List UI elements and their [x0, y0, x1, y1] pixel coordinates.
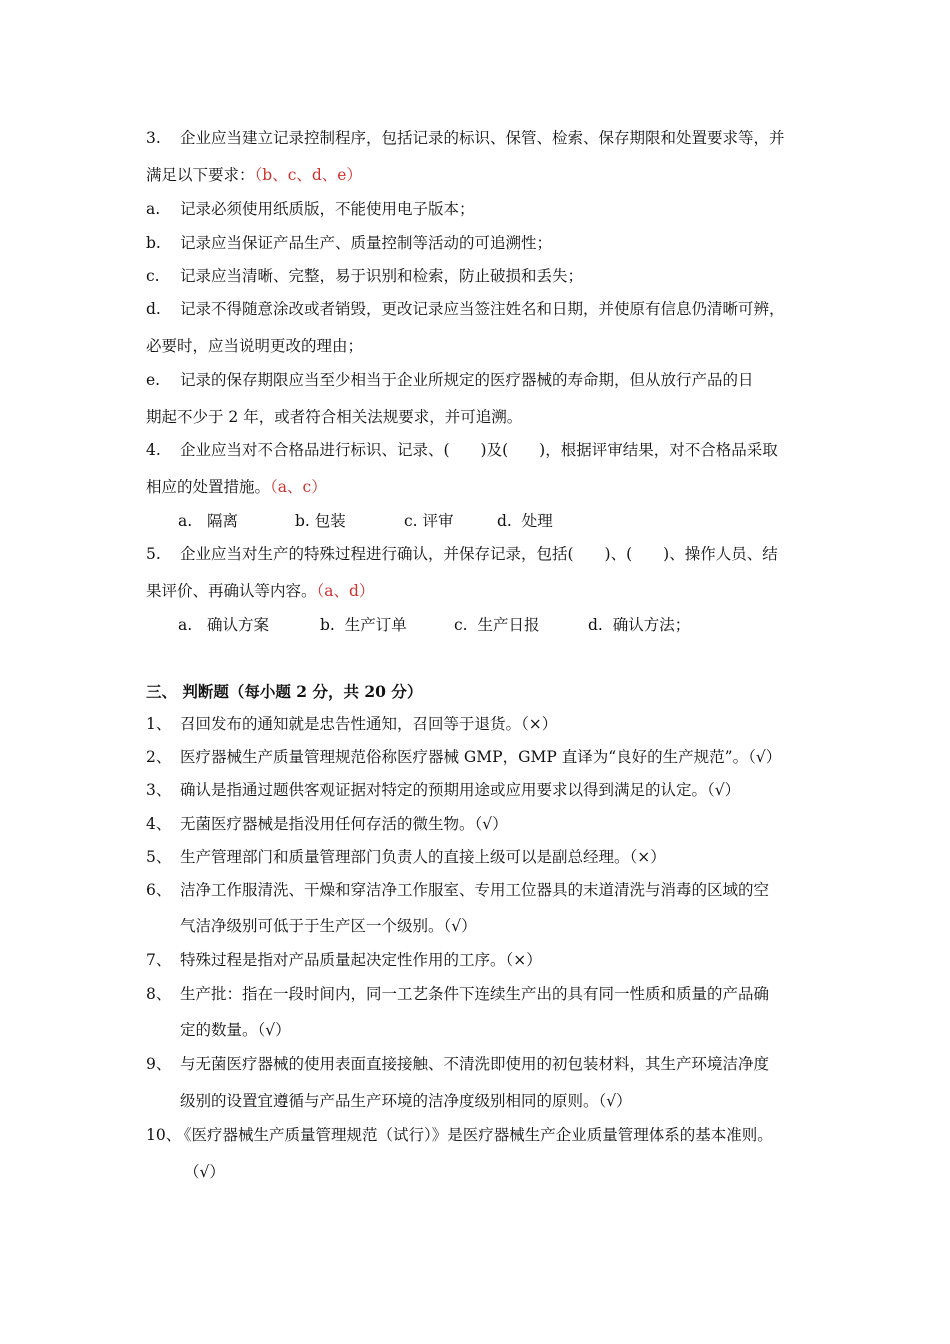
item-text: 医疗器械生产质量管理规范俗称医疗器械 GMP，GMP 直译为“良好的生产规范”。（√）	[180, 748, 782, 766]
option-a	[178, 511, 238, 531]
item-text: 生产批：指在一段时间内，同一工艺条件下连续生产出的具有同一性质和质量的产品确	[180, 985, 770, 1003]
answer-key: （a、c）	[270, 478, 327, 496]
item-text-cont: 气洁净级别可低于于生产区一个级别。（√）	[180, 917, 477, 935]
question-text: 企业应当建立记录控制程序，包括记录的标识、保管、检索、保存期限和处置要求等，并	[180, 129, 785, 147]
option-text: 记录应当保证产品生产、质量控制等活动的可追溯性；	[180, 234, 553, 252]
option-text: 确认方法；	[612, 616, 691, 634]
option-label: c.	[404, 512, 418, 530]
item-number: 9、	[146, 1055, 172, 1073]
option-text: 包装	[314, 512, 346, 530]
item-text: 召回发布的通知就是忠告性通知，召回等于退货。（×）	[180, 715, 558, 733]
item-number: 1、	[146, 715, 172, 733]
option-b	[320, 615, 407, 635]
item-text-cont: （√）	[184, 1163, 225, 1181]
item-number: 10、	[146, 1126, 182, 1144]
item-number: 6、	[146, 881, 172, 899]
option-label: c.	[146, 267, 160, 285]
question-text-cont	[146, 581, 374, 601]
option-text-cont: 必要时，应当说明更改的理由；	[146, 337, 364, 355]
option-text: 隔离	[206, 512, 238, 530]
item-text: 无菌医疗器械是指没用任何存活的微生物。（√）	[180, 815, 508, 833]
option-label: b.	[295, 512, 310, 530]
question-text: 企业应当对不合格品进行标识、记录、( )及( )，根据评审结果，对不合格品采取	[180, 441, 778, 459]
question-number: 5.	[146, 545, 161, 563]
question-text-cont	[146, 477, 327, 497]
option-text: 记录应当清晰、完整，易于识别和检索，防止破损和丢失；	[180, 267, 584, 285]
question-text-line2: 相应的处置措施。	[146, 478, 271, 496]
item-text: 特殊过程是指对产品质量起决定性作用的工序。（×）	[180, 951, 542, 969]
item-text: 确认是指通过题供客观证据对特定的预期用途或应用要求以得到满足的认定。（√）	[180, 781, 741, 799]
option-a	[178, 615, 269, 635]
question-number: 3.	[146, 129, 161, 147]
option-label: c.	[454, 616, 468, 634]
option-text: 记录必须使用纸质版，不能使用电子版本；	[180, 200, 475, 218]
question-text-cont	[146, 165, 362, 185]
answer-key: （a、d）	[316, 582, 375, 600]
option-label: a.	[178, 616, 193, 634]
option-label: d.	[588, 616, 603, 634]
item-text-cont: 级别的设置宜遵循与产品生产环境的洁净度级别相同的原则。（√）	[180, 1092, 632, 1110]
option-c	[454, 615, 539, 635]
option-text: 生产订单	[344, 616, 407, 634]
item-text: 《医疗器械生产质量管理规范（试行）》是医疗器械生产企业质量管理体系的基本准则。	[176, 1126, 773, 1144]
question-number: 4.	[146, 441, 161, 459]
option-text: 确认方案	[206, 616, 269, 634]
option-text: 记录的保存期限应当至少相当于企业所规定的医疗器械的寿命期，但从放行产品的日	[180, 371, 754, 389]
option-label: d.	[497, 512, 512, 530]
option-text-cont: 期起不少于 2 年，或者符合相关法规要求，并可追溯。	[146, 408, 523, 426]
item-number: 5、	[146, 848, 172, 866]
option-label: b.	[146, 234, 161, 252]
option-d	[497, 511, 553, 531]
option-label: a.	[178, 512, 193, 530]
item-number: 8、	[146, 985, 172, 1003]
option-label: a.	[146, 200, 161, 218]
answer-key: （b、c、d、e）	[254, 166, 362, 184]
option-d	[588, 615, 690, 635]
section-heading: 三、 判断题（每小题 2 分，共 20 分）	[146, 682, 423, 701]
item-text: 与无菌医疗器械的使用表面直接接触、不清洗即使用的初包装材料，其生产环境洁净度	[180, 1055, 770, 1073]
question-text-line2: 果评价、再确认等内容。	[146, 582, 317, 600]
question-text-line2: 满足以下要求：	[146, 166, 255, 184]
option-label: e.	[146, 371, 161, 389]
item-number: 7、	[146, 951, 172, 969]
option-label: d.	[146, 300, 161, 318]
option-text: 评审	[422, 512, 454, 530]
option-c	[404, 511, 454, 531]
item-text: 洁净工作服清洗、干燥和穿洁净工作服室、专用工位器具的末道清洗与消毒的区域的空	[180, 881, 770, 899]
item-number: 3、	[146, 781, 172, 799]
item-text: 生产管理部门和质量管理部门负责人的直接上级可以是副总经理。（×）	[180, 848, 666, 866]
option-text: 生产日报	[477, 616, 540, 634]
item-text-cont: 定的数量。（√）	[180, 1021, 291, 1039]
question-text: 企业应当对生产的特殊过程进行确认，并保存记录，包括( )、( )、操作人员、结	[180, 545, 778, 563]
item-number: 4、	[146, 815, 172, 833]
option-b	[295, 511, 346, 531]
option-text: 处理	[521, 512, 553, 530]
item-number: 2、	[146, 748, 172, 766]
option-text: 记录不得随意涂改或者销毁，更改记录应当签注姓名和日期，并使原有信息仍清晰可辨，	[180, 300, 785, 318]
option-label: b.	[320, 616, 335, 634]
